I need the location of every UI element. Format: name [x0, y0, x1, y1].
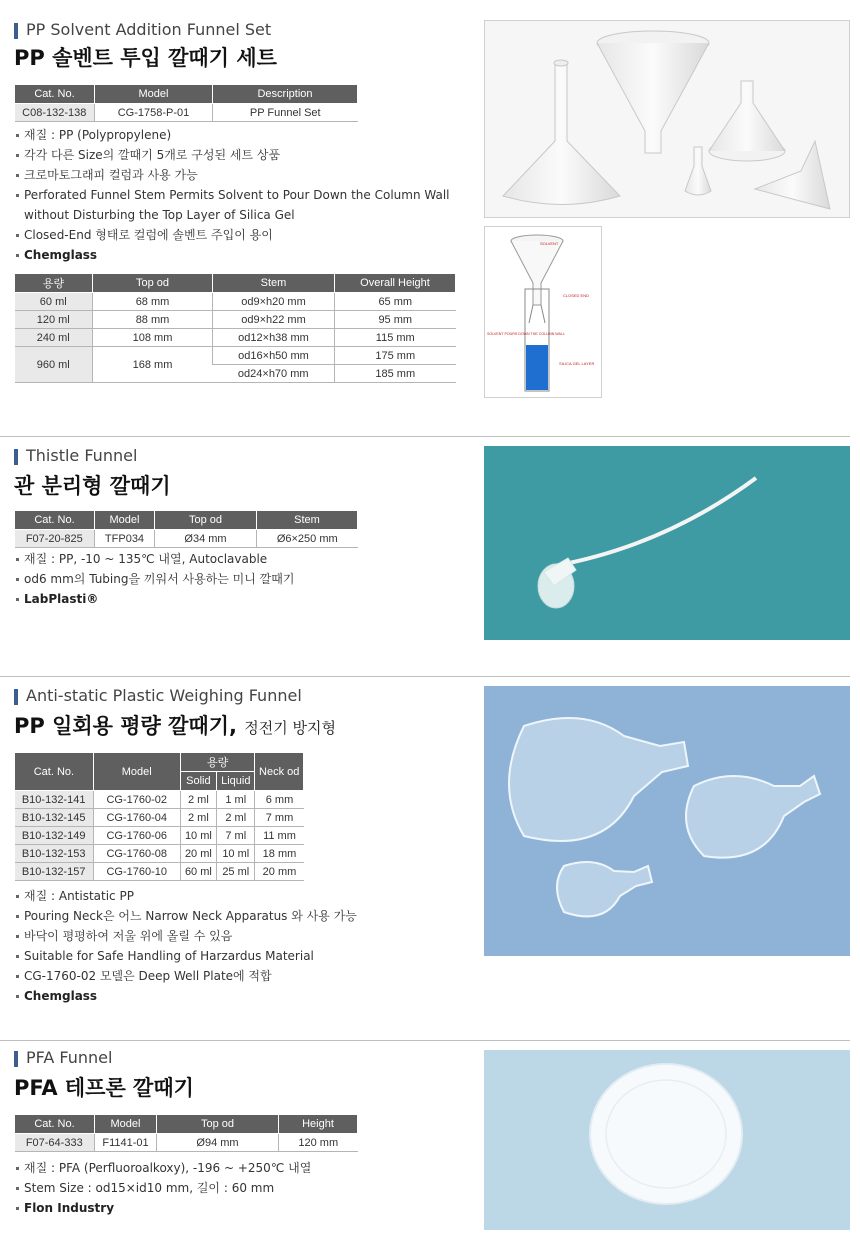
table-row [15, 1134, 358, 1152]
neck-od-cell: 11 mm [255, 827, 304, 845]
section-title-ko: PFA 테프론 깔때기 [14, 1076, 194, 1100]
list-item: 각각 다른 Size의 깔때기 5개로 구성된 세트 상품 [14, 145, 450, 165]
product-table [14, 1114, 358, 1152]
feature-list [14, 1158, 311, 1218]
model-cell: CG-1760-04 [93, 809, 180, 827]
neck-od-cell: 6 mm [255, 791, 304, 809]
section-title-ko: PP 솔벤트 투입 깔때기 세트 [14, 46, 277, 70]
cat-no-cell: B10-132-145 [15, 809, 94, 827]
col-header: Model [95, 1115, 157, 1134]
section-title-en: Anti-static Plastic Weighing Funnel [26, 686, 302, 705]
cat-no-cell: B10-132-141 [15, 791, 94, 809]
col-header: Description [213, 85, 358, 104]
section-weighing-funnel [0, 686, 860, 1026]
capacity-cell: 960 ml [15, 347, 93, 383]
accent-bar [14, 689, 18, 705]
list-item: 재질 : PP (Polypropylene) [14, 125, 450, 145]
model-cell: CG-1760-10 [93, 863, 180, 881]
col-header: Top od [155, 511, 257, 530]
cat-no-cell: B10-132-149 [15, 827, 94, 845]
table-row [15, 530, 358, 548]
capacity-cell: 240 ml [15, 329, 93, 347]
list-item: without Disturbing the Top Layer of Silica Gel [24, 208, 295, 222]
col-header: 용량 [15, 274, 93, 293]
weighing-funnel-photo [484, 686, 850, 956]
list-item: 재질 : Antistatic PP [14, 886, 357, 906]
diagram-label: SOLVENT [540, 241, 559, 246]
sub-header: Solid [180, 772, 216, 791]
top-od-cell: 88 mm [93, 311, 213, 329]
stem-cell: od24×h70 mm [213, 365, 335, 383]
neck-od-cell: 7 mm [255, 809, 304, 827]
table-row [15, 863, 304, 881]
col-header: Top od [93, 274, 213, 293]
accent-bar [14, 1051, 18, 1067]
table-row [15, 104, 358, 122]
col-header: Neck od [255, 753, 304, 791]
neck-od-cell: 20 mm [255, 863, 304, 881]
table-row [15, 827, 304, 845]
cat-no-cell: B10-132-153 [15, 845, 94, 863]
col-header: Cat. No. [15, 85, 95, 104]
list-item: 바닥이 평평하여 저울 위에 올릴 수 있음 [14, 926, 357, 946]
section-title-en: PP Solvent Addition Funnel Set [26, 20, 272, 39]
section-solvent-funnel-set [0, 0, 860, 420]
title-subtitle: 정전기 방지형 [244, 719, 337, 737]
table-row [15, 293, 456, 311]
col-header: Cat. No. [15, 511, 95, 530]
solid-cell: 2 ml [180, 791, 216, 809]
title-main: PP 일회용 평량 깔때기, [14, 714, 237, 738]
height-cell: 120 mm [279, 1134, 358, 1152]
thistle-funnel-photo [484, 446, 850, 640]
top-od-cell: Ø34 mm [155, 530, 257, 548]
feature-list [14, 549, 294, 609]
top-od-cell: 108 mm [93, 329, 213, 347]
list-item: Perforated Funnel Stem Permits Solvent to Pour Down the Column Wall [14, 185, 450, 205]
solid-cell: 2 ml [180, 809, 216, 827]
section-divider [0, 1040, 850, 1041]
funnel-set-photo [484, 20, 850, 218]
model-cell: CG-1760-02 [93, 791, 180, 809]
diagram-label: SILICA GEL LAYER [559, 361, 595, 366]
list-item: 재질 : PFA (Perfluoroalkoxy), -196 ~ +250℃ 내열 [14, 1158, 311, 1178]
cat-no-cell: F07-64-333 [15, 1134, 95, 1152]
stem-cell: od16×h50 mm [213, 347, 335, 365]
stem-cell: Ø6×250 mm [257, 530, 358, 548]
accent-bar [14, 449, 18, 465]
section-title-ko [14, 710, 336, 740]
list-item: CG-1760-02 모델은 Deep Well Plate에 적합 [14, 966, 357, 986]
accent-bar [14, 23, 18, 39]
table-row [15, 791, 304, 809]
stem-cell: od9×h20 mm [213, 293, 335, 311]
list-item: Stem Size : od15×id10 mm, 길이 : 60 mm [14, 1178, 311, 1198]
liquid-cell: 1 ml [217, 791, 255, 809]
table-row [15, 311, 456, 329]
column-diagram-illustration [485, 227, 602, 398]
brand-name: Chemglass [14, 986, 357, 1006]
feature-list [14, 886, 357, 1006]
col-header: Stem [213, 274, 335, 293]
section-divider [0, 676, 850, 677]
model-cell: CG-1758-P-01 [95, 104, 213, 122]
section-title-en: Thistle Funnel [26, 446, 138, 465]
col-header: Model [95, 511, 155, 530]
liquid-cell: 25 ml [217, 863, 255, 881]
section-thistle-funnel [0, 446, 860, 646]
col-header: Cat. No. [15, 1115, 95, 1134]
model-cell: F1141-01 [95, 1134, 157, 1152]
size-table [14, 273, 456, 383]
col-header: Model [95, 85, 213, 104]
list-item: Suitable for Safe Handling of Harzardus Material [14, 946, 357, 966]
height-cell: 185 mm [335, 365, 456, 383]
col-header: Model [93, 753, 180, 791]
product-table [14, 84, 358, 122]
model-cell: TFP034 [95, 530, 155, 548]
list-item: 크로마토그래피 컬럼과 사용 가능 [14, 165, 450, 185]
list-item: Closed-End 형태로 컬럼에 솔벤트 주입이 용이 [14, 225, 450, 245]
brand-name: Chemglass [14, 245, 450, 265]
stem-cell: od9×h22 mm [213, 311, 335, 329]
liquid-cell: 2 ml [217, 809, 255, 827]
col-header: 용량 [180, 753, 255, 772]
pfa-funnel-illustration [484, 1050, 850, 1230]
liquid-cell: 10 ml [217, 845, 255, 863]
liquid-cell: 7 ml [217, 827, 255, 845]
solid-cell: 20 ml [180, 845, 216, 863]
list-item: Pouring Neck은 어느 Narrow Neck Apparatus 와 사용 가능 [14, 906, 357, 926]
funnel-set-illustration [485, 21, 850, 218]
cat-no-cell: F07-20-825 [15, 530, 95, 548]
brand-name: Flon Industry [14, 1198, 311, 1218]
section-divider [0, 436, 850, 437]
table-row [15, 845, 304, 863]
col-header: Stem [257, 511, 358, 530]
top-od-cell: 168 mm [93, 347, 213, 383]
col-header: Height [279, 1115, 358, 1134]
top-od-cell: Ø94 mm [157, 1134, 279, 1152]
diagram-label: SOLVENT POURS DOWN THE COLUMN WALL [487, 332, 565, 336]
height-cell: 65 mm [335, 293, 456, 311]
top-od-cell: 68 mm [93, 293, 213, 311]
col-header: Top od [157, 1115, 279, 1134]
feature-list [14, 125, 450, 265]
col-header: Cat. No. [15, 753, 94, 791]
diagram-label: CLOSED END [563, 293, 590, 298]
col-header: Overall Height [335, 274, 456, 293]
section-title-en: PFA Funnel [26, 1048, 113, 1067]
product-table [14, 752, 304, 881]
capacity-cell: 120 ml [15, 311, 93, 329]
model-cell: CG-1760-08 [93, 845, 180, 863]
solid-cell: 60 ml [180, 863, 216, 881]
solid-cell: 10 ml [180, 827, 216, 845]
table-row [15, 809, 304, 827]
cat-no-cell: B10-132-157 [15, 863, 94, 881]
sub-header: Liquid [217, 772, 255, 791]
list-item: 재질 : PP, -10 ~ 135℃ 내열, Autoclavable [14, 549, 294, 569]
capacity-cell: 60 ml [15, 293, 93, 311]
column-diagram [484, 226, 602, 398]
brand-name: LabPlasti® [14, 589, 294, 609]
height-cell: 175 mm [335, 347, 456, 365]
cat-no-cell: C08-132-138 [15, 104, 95, 122]
description-cell: PP Funnel Set [213, 104, 358, 122]
table-row [15, 347, 456, 365]
section-title-ko: 관 분리형 깔때기 [14, 474, 171, 498]
product-table [14, 510, 358, 548]
thistle-funnel-illustration [484, 446, 850, 640]
stem-cell: od12×h38 mm [213, 329, 335, 347]
table-row [15, 329, 456, 347]
section-pfa-funnel [0, 1048, 860, 1238]
model-cell: CG-1760-06 [93, 827, 180, 845]
weighing-funnel-illustration [484, 686, 850, 956]
list-item: od6 mm의 Tubing을 끼워서 사용하는 미니 깔때기 [14, 569, 294, 589]
height-cell: 95 mm [335, 311, 456, 329]
pfa-funnel-photo [484, 1050, 850, 1230]
neck-od-cell: 18 mm [255, 845, 304, 863]
height-cell: 115 mm [335, 329, 456, 347]
